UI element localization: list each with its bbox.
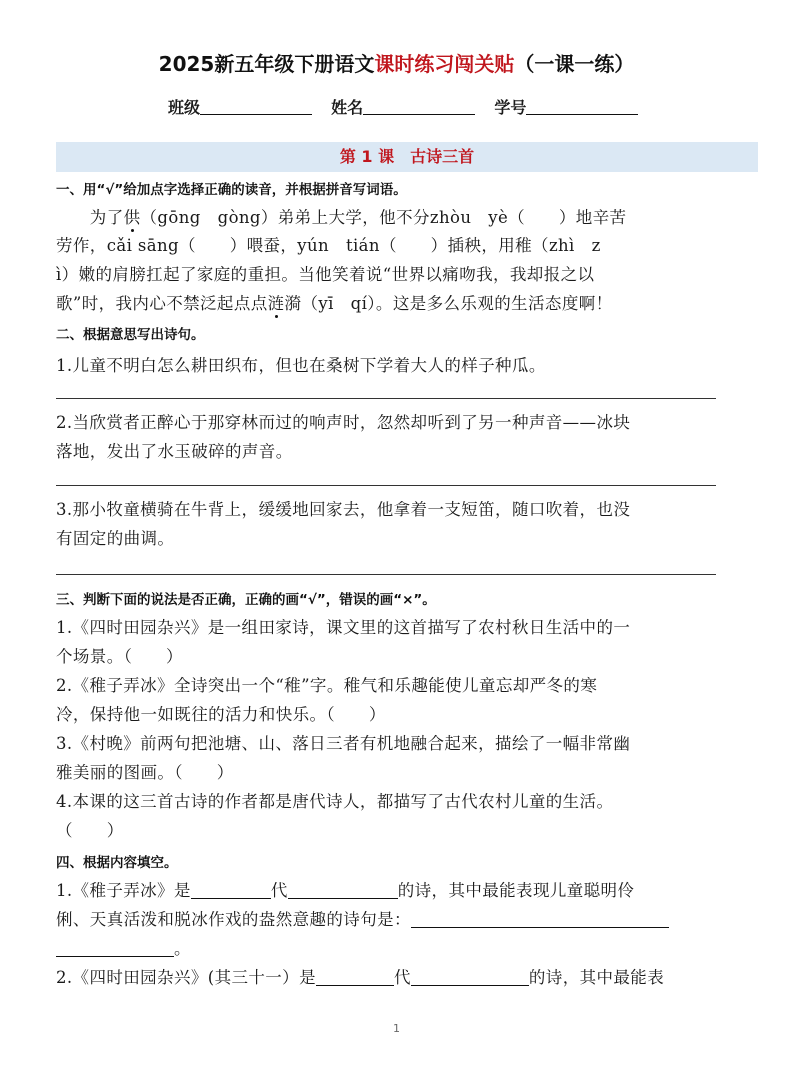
section3-q4a: 4.本课的这三首古诗的作者都是唐代诗人，都描写了古代农村儿童的生活。: [56, 792, 614, 811]
section2-q1: 1.儿童不明白怎么耕田织布，但也在桑树下学着大人的样子种瓜。: [56, 356, 546, 375]
blank-poet-1[interactable]: [288, 898, 398, 899]
q1-text-c: 的诗，其中最能表现儿童聪明伶: [397, 881, 635, 900]
page-title: [0, 48, 793, 77]
title-tail: （一课一练）: [514, 52, 635, 76]
section4-q1-line1: [56, 877, 634, 901]
section3-q1b[interactable]: 个场景。（ ）: [56, 647, 183, 666]
blank-dynasty-2[interactable]: [316, 985, 394, 986]
section1-line4: [56, 290, 613, 314]
line1-text-b: （gōng gòng）弟弟上大学，他不分zhòu yè（ ）地辛苦: [140, 208, 627, 227]
name-blank[interactable]: [363, 114, 475, 115]
blank-poem-line-1[interactable]: [411, 927, 669, 928]
name-label: 姓名: [331, 98, 364, 117]
blank-poem-line-1b[interactable]: [56, 956, 174, 957]
blank-dynasty-1[interactable]: [191, 898, 271, 899]
section1-line3: ì）嫩的肩膀扛起了家庭的重担。当他笑着说“世界以痛吻我，我却报之以: [56, 265, 595, 284]
section4-q1-line2: [56, 906, 669, 930]
answer-line-q1[interactable]: [56, 398, 716, 399]
section3-q1a: 1.《四时田园杂兴》是一组田家诗，课文里的这首描写了农村秋日生活中的一: [56, 618, 631, 637]
section1-line2: 劳作，cǎi sāng（ ）喂蚕，yún tián（ ）插秧，用稚（zhì z: [56, 236, 601, 255]
section3-heading: 三、判断下面的说法是否正确，正确的画“√”，错误的画“×”。: [56, 592, 436, 608]
q1-text-e: 。: [174, 939, 191, 958]
answer-line-q2[interactable]: [56, 485, 716, 486]
title-highlight: 课时练习闯关贴: [374, 52, 515, 76]
line4-text-b: 漪（yī qí）。这是多么乐观的生活态度啊！: [284, 294, 613, 313]
q1-text-b: 代: [270, 881, 288, 900]
id-blank[interactable]: [526, 114, 638, 115]
section2-q2a: 2.当欣赏者正醉心于那穿林而过的响声时，忽然却听到了另一种声音——冰块: [56, 413, 631, 432]
dotted-char-lian: 涟: [267, 294, 285, 313]
section2-heading: 二、根据意思写出诗句。: [56, 327, 205, 343]
id-label: 学号: [494, 98, 527, 117]
section3-q2b[interactable]: 冷，保持他一如既往的活力和快乐。（ ）: [56, 705, 386, 724]
section2-q3b: 有固定的曲调。: [56, 529, 175, 548]
q2-text-c: 的诗，其中最能表: [528, 968, 665, 987]
section3-q2a: 2.《稚子弄冰》全诗突出一个“稚”字。稚气和乐趣能使儿童忘却严冬的寒: [56, 676, 598, 695]
section4-heading: 四、根据内容填空。: [56, 855, 178, 871]
section2-q3a: 3.那小牧童横骑在牛背上，缓缓地回家去，他拿着一支短笛，随口吹着，也没: [56, 500, 631, 519]
section1-line1: [56, 204, 626, 228]
q1-text-d: 俐、天真活泼和脱冰作戏的盎然意趣的诗句是：: [56, 910, 411, 929]
title-main: 2025新五年级下册语文: [158, 52, 375, 76]
section4-q1-line3: [56, 935, 191, 959]
q1-text-a: 1.《稚子弄冰》是: [56, 881, 191, 900]
line4-text-a: 歌”时，我内心不禁泛起点点: [56, 294, 268, 313]
class-label: 班级: [168, 98, 201, 117]
dotted-char-gong: 供: [123, 208, 141, 227]
page-number: 1: [393, 1022, 400, 1035]
class-blank[interactable]: [200, 114, 312, 115]
section3-q3a: 3.《村晚》前两句把池塘、山、落日三者有机地融合起来，描绘了一幅非常幽: [56, 734, 631, 753]
section4-q2-line1: [56, 964, 664, 988]
q2-text-b: 代: [393, 968, 411, 987]
line1-text-a: 为了: [56, 208, 124, 227]
blank-poet-2[interactable]: [411, 985, 529, 986]
answer-line-q3[interactable]: [56, 574, 716, 575]
section3-q3b[interactable]: 雅美丽的图画。（ ）: [56, 763, 234, 782]
section1-heading: 一、用“√”给加点字选择正确的读音，并根据拼音写词语。: [56, 182, 407, 198]
lesson-title-bar: 第 1 课 古诗三首: [56, 142, 758, 172]
section3-q4b[interactable]: （ ）: [56, 821, 124, 840]
student-info-row: [168, 95, 638, 118]
section2-q2b: 落地，发出了水玉破碎的声音。: [56, 442, 293, 461]
q2-text-a: 2.《四时田园杂兴》(其三十一）是: [56, 968, 316, 987]
